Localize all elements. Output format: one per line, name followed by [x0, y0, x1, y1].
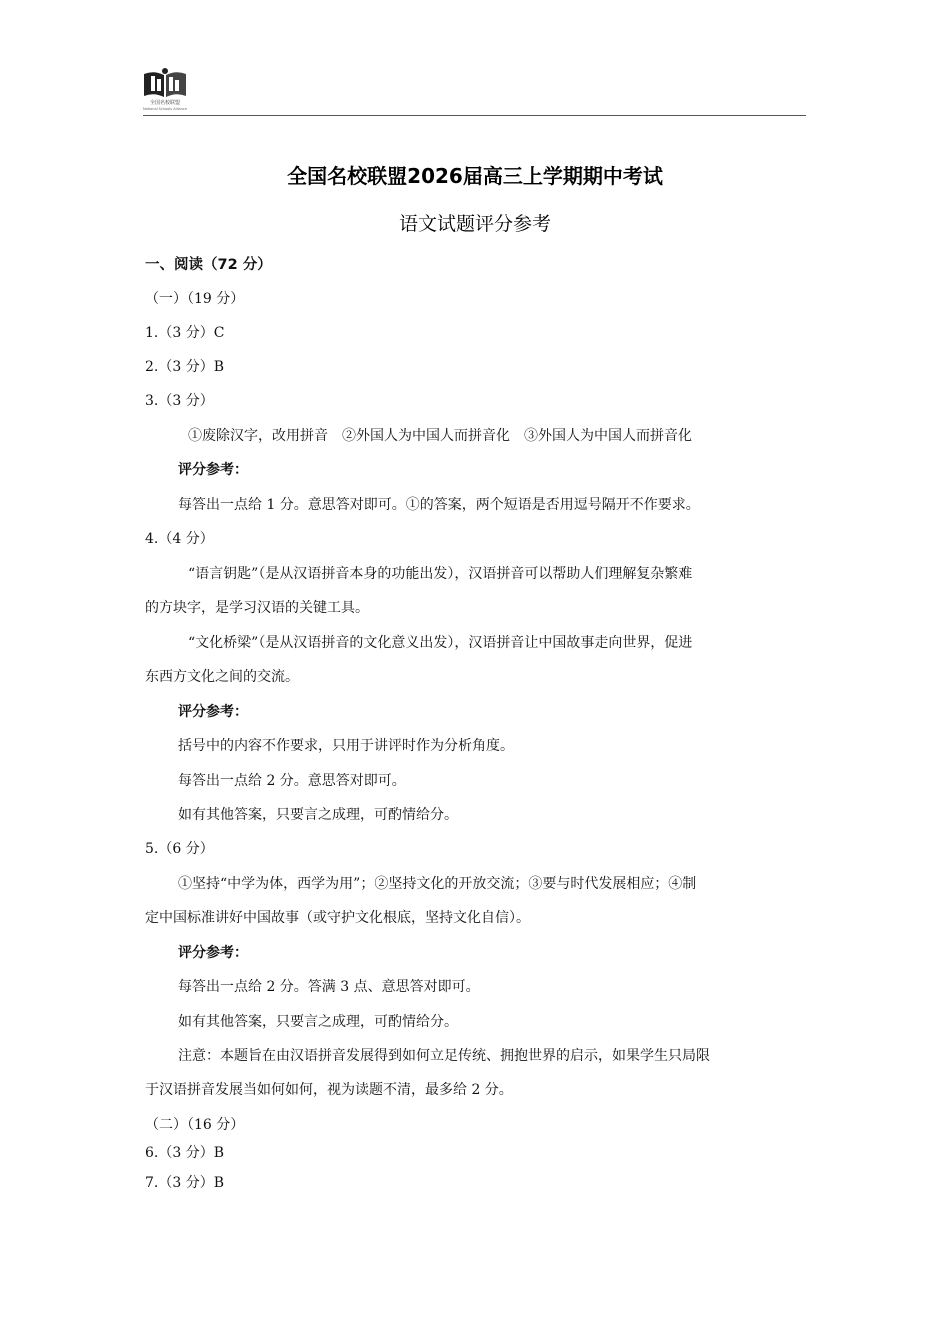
answer-text: “文化桥梁”（是从汉语拼音的文化意义出发），汉语拼音让中国故事走向世界，促进 — [188, 635, 693, 651]
answer-text: 定中国标准讲好中国故事（或守护文化根底，坚持文化自信）。 — [145, 910, 530, 926]
answer-line: 6.（3 分）B — [145, 1145, 225, 1161]
section-heading: 一、阅读（72 分） — [145, 257, 272, 273]
logo-subcaption: National Schools Alliance — [142, 107, 187, 111]
answer-line: 7.（3 分）B — [145, 1175, 225, 1191]
subsection-heading: （一）（19 分） — [145, 291, 245, 307]
answer-text: 东西方文化之间的交流。 — [145, 669, 299, 685]
scoring-label: 评分参考： — [178, 945, 248, 961]
answer-text: 的方块字，是学习汉语的关键工具。 — [145, 600, 369, 616]
subsection-heading: （二）（16 分） — [145, 1117, 245, 1133]
answer-line: 2.（3 分）B — [145, 359, 225, 375]
header-rule — [143, 115, 806, 116]
school-alliance-logo — [140, 66, 190, 116]
answer-line: 1.（3 分）C — [145, 325, 225, 341]
page-subtitle: 语文试题评分参考 — [398, 213, 551, 235]
scoring-text: 如有其他答案，只要言之成理，可酌情给分。 — [178, 807, 458, 823]
answer-line: 3.（3 分） — [145, 393, 214, 409]
logo-caption: 全国名校联盟 — [149, 100, 180, 106]
scoring-text: 括号中的内容不作要求，只用于讲评时作为分析角度。 — [178, 738, 514, 754]
answer-text: ①坚持“中学为体，西学为用”；②坚持文化的开放交流；③要与时代发展相应；④制 — [178, 876, 697, 892]
answer-line: 4.（4 分） — [145, 531, 214, 547]
scoring-text: 每答出一点给 2 分。意思答对即可。 — [178, 773, 406, 789]
scoring-text: 每答出一点给 1 分。意思答对即可。①的答案，两个短语是否用逗号隔开不作要求。 — [178, 497, 700, 513]
answer-line: 5.（6 分） — [145, 841, 214, 857]
scoring-note: 注意：本题旨在由汉语拼音发展得到如何立足传统、拥抱世界的启示，如果学生只局限 — [178, 1048, 710, 1064]
scoring-label: 评分参考： — [178, 462, 248, 478]
page-title: 全国名校联盟2026届高三上学期期中考试 — [287, 164, 663, 188]
answer-text: ①废除汉字，改用拼音 ②外国人为中国人而拼音化 ③外国人为中国人而拼音化 — [188, 428, 692, 444]
scoring-note: 于汉语拼音发展当如何如何，视为读题不清，最多给 2 分。 — [145, 1082, 513, 1098]
scoring-label: 评分参考： — [178, 704, 248, 720]
scoring-text: 每答出一点给 2 分。答满 3 点、意思答对即可。 — [178, 979, 480, 995]
book-logo-icon — [140, 66, 190, 100]
scoring-text: 如有其他答案，只要言之成理，可酌情给分。 — [178, 1014, 458, 1030]
answer-text: “语言钥匙”（是从汉语拼音本身的功能出发），汉语拼音可以帮助人们理解复杂繁难 — [188, 566, 693, 582]
